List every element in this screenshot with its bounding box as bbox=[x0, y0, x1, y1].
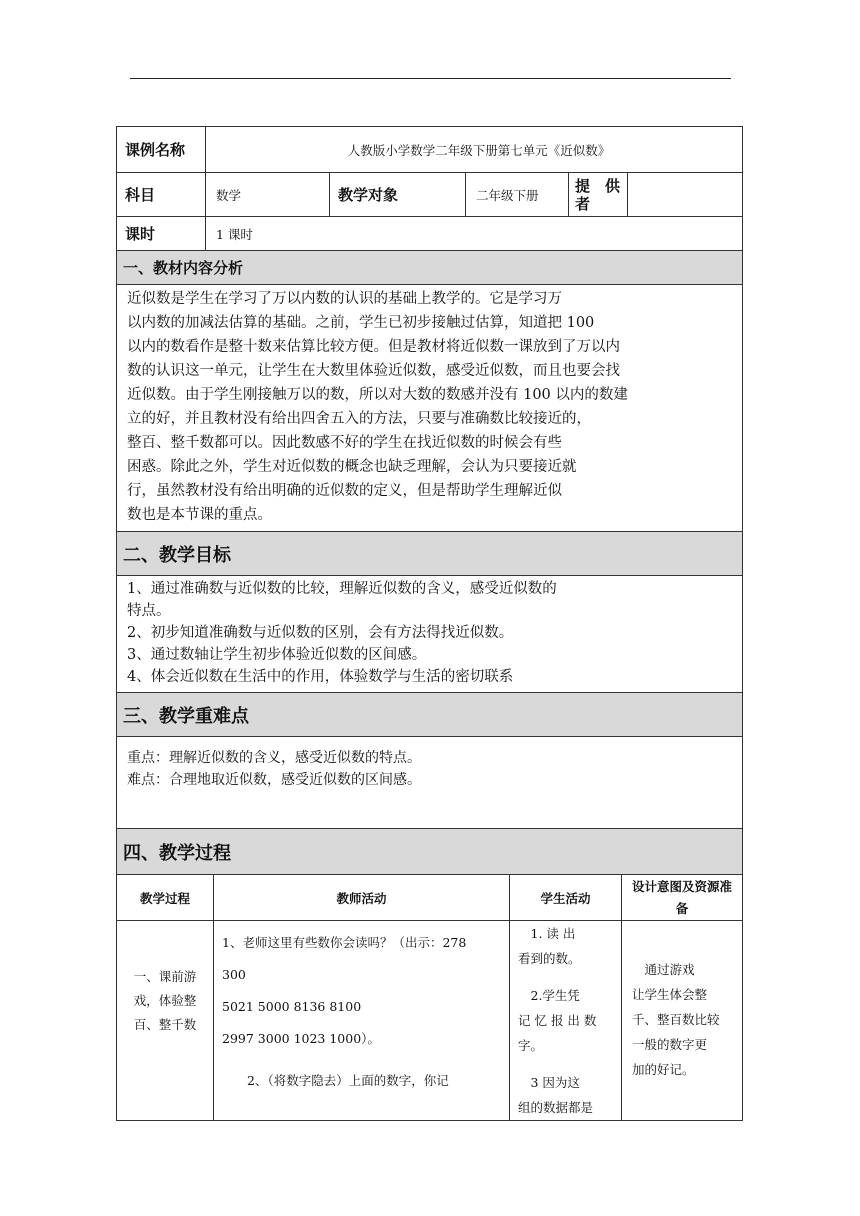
section1-line: 整百、整千数都可以。因此数感不好的学生在找近似数的时候会有些 bbox=[127, 435, 562, 451]
section2-line: 3、通过数轴让学生初步体验近似数的区间感。 bbox=[127, 647, 427, 663]
stage-cell bbox=[117, 921, 214, 1121]
student-line bbox=[518, 1058, 615, 1070]
design-line: 通过游戏 bbox=[632, 962, 695, 977]
stage-line: 一、课前游 bbox=[133, 968, 197, 984]
design-line: 千、整百数比较 bbox=[632, 1012, 720, 1027]
section2-title: 二、教学目标 bbox=[117, 532, 743, 576]
section2-line: 1、通过准确数与近似数的比较，理解近似数的含义，感受近似数的 bbox=[127, 581, 557, 597]
design-line bbox=[632, 939, 736, 957]
design-line: 让学生体会整 bbox=[632, 987, 708, 1002]
teacher-line: 1、老师这里有些数你会读吗？（出示：278 bbox=[222, 935, 467, 950]
provider-label-line2: 者 bbox=[575, 194, 591, 213]
col-header-student: 学生活动 bbox=[510, 875, 622, 921]
student-line: 2.学生凭 bbox=[518, 988, 580, 1003]
section2-line: 4、体会近似数在生活中的作用，体验数学与生活的密切联系 bbox=[127, 669, 514, 685]
section1-line: 以内数的加减法估算的基础。之前，学生已初步接触过估算，知道把 100 bbox=[127, 315, 595, 331]
target-value: 二年级下册 bbox=[466, 173, 569, 217]
col-header-teacher: 教师活动 bbox=[214, 875, 510, 921]
section1-line: 近似数是学生在学习了万以内数的认识的基础上教学的。它是学习万 bbox=[127, 291, 562, 307]
design-line: 加的好记。 bbox=[632, 1062, 695, 1077]
section1-line: 近似数。由于学生刚接触万以的数，所以对大数的数感并没有 100 以内的数建 bbox=[127, 387, 628, 403]
key-point: 重点：理解近似数的含义，感受近似数的特点。 bbox=[127, 750, 421, 766]
section1-line: 行，虽然教材没有给出明确的近似数的定义，但是帮助学生理解近似 bbox=[127, 483, 562, 499]
section3-body bbox=[117, 737, 743, 829]
design-line: 一般的数字更 bbox=[632, 1037, 708, 1052]
course-name-label: 课例名称 bbox=[117, 127, 206, 173]
section4-title: 四、教学过程 bbox=[117, 829, 743, 875]
teacher-line: 2、（将数字隐去）上面的数字，你记 bbox=[222, 1073, 449, 1088]
subject-value: 数学 bbox=[206, 173, 330, 217]
stage-line: 百、整千数 bbox=[133, 1016, 197, 1032]
student-line: 看到的数。 bbox=[518, 951, 581, 966]
section3-title: 三、教学重难点 bbox=[117, 693, 743, 737]
teacher-line: 300 bbox=[222, 967, 246, 982]
section2-line: 2、初步知道准确数与近似数的区别，会有方法得找近似数。 bbox=[127, 625, 514, 641]
student-line: 字。 bbox=[518, 1038, 544, 1053]
col-header-design: 设计意图及资源准备 bbox=[622, 875, 743, 921]
target-label: 教学对象 bbox=[330, 173, 466, 217]
student-line: 3 因为这 bbox=[518, 1075, 580, 1090]
teacher-line: 5021 5000 8136 8100 bbox=[222, 999, 362, 1014]
process-table bbox=[116, 874, 743, 1121]
section1-line: 以内的数看作是整十数来估算比较方便。但是教材将近似数一课放到了万以内 bbox=[127, 339, 620, 355]
period-label: 课时 bbox=[117, 217, 206, 251]
info-table bbox=[116, 126, 743, 875]
design-intent-cell bbox=[622, 921, 743, 1121]
section1-title: 一、教材内容分析 bbox=[117, 251, 743, 285]
teacher-line: 2997 3000 1023 1000）。 bbox=[222, 1031, 380, 1046]
student-activity-cell bbox=[510, 921, 622, 1121]
provider-value bbox=[628, 173, 743, 217]
difficult-point: 难点：合理地取近似数，感受近似数的区间感。 bbox=[127, 772, 421, 788]
section1-line: 数的认识这一单元，让学生在大数里体验近似数，感受近似数，而且也要会找 bbox=[127, 363, 620, 379]
lesson-plan-table bbox=[116, 126, 742, 1121]
col-header-stage: 教学过程 bbox=[117, 875, 214, 921]
provider-label bbox=[569, 173, 628, 217]
stage-line: 戏，体验整 bbox=[133, 992, 197, 1008]
section1-body bbox=[117, 285, 743, 532]
student-line: 1. 读 出 bbox=[518, 926, 576, 941]
provider-label-line1: 提 供 bbox=[575, 176, 621, 195]
section1-line: 数也是本节课的重点。 bbox=[127, 507, 272, 523]
student-line bbox=[518, 971, 615, 983]
course-name-value: 人教版小学数学二年级下册第七单元《近似数》 bbox=[206, 127, 743, 173]
period-value: 1 课时 bbox=[206, 217, 743, 251]
section2-line: 特点。 bbox=[127, 603, 171, 619]
subject-label: 科目 bbox=[117, 173, 206, 217]
top-rule bbox=[130, 78, 731, 79]
teacher-line bbox=[222, 1051, 503, 1069]
teacher-activity-cell bbox=[214, 921, 510, 1121]
student-line: 记 忆 报 出 数 bbox=[518, 1013, 597, 1028]
section1-line: 立的好，并且教材没有给出四舍五入的方法，只要与准确数比较接近的， bbox=[127, 411, 591, 427]
section2-body bbox=[117, 576, 743, 693]
student-line: 组的数据都是 bbox=[518, 1100, 594, 1115]
section1-line: 困惑。除此之外，学生对近似数的概念也缺乏理解，会认为只要接近就 bbox=[127, 459, 577, 475]
